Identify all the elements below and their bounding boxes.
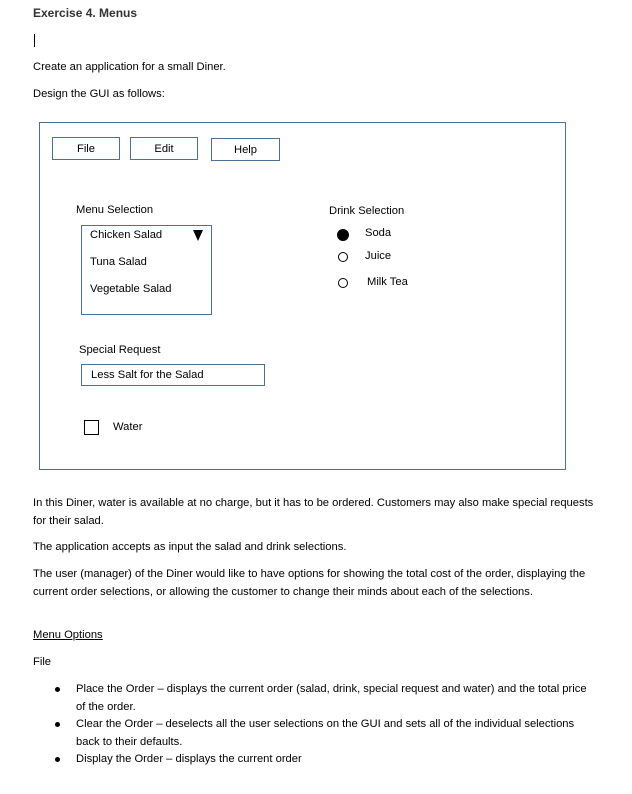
menu-help-button[interactable]: Help: [211, 138, 280, 161]
paragraph-water-note: In this Diner, water is available at no charge, but it has to be ordered. Customers may also make special requests for their salad.: [33, 497, 594, 527]
exercise-heading: Exercise 4. Menus: [33, 6, 138, 20]
drink-selection-label: Drink Selection: [329, 205, 405, 217]
bullet-icon: [55, 687, 60, 692]
menu-options-heading: Menu Options: [33, 629, 103, 641]
file-options-list: [33, 681, 593, 769]
intro-line-1: Create an application for a small Diner.: [33, 61, 226, 73]
bullet-icon: [55, 757, 60, 762]
list-item: [33, 716, 593, 751]
radio-soda[interactable]: [337, 229, 349, 241]
text-cursor: [34, 34, 35, 47]
dropdown-arrow-icon[interactable]: [193, 230, 203, 241]
list-item: [33, 681, 593, 716]
bullet-place-order: Place the Order – displays the current order (salad, drink, special request and water) and the total price of the order.: [76, 683, 587, 713]
special-request-input[interactable]: Less Salt for the Salad: [81, 364, 265, 386]
radio-milk-tea[interactable]: [338, 278, 348, 288]
radio-milk-tea-label: Milk Tea: [367, 276, 408, 288]
list-item-tuna-salad[interactable]: Tuna Salad: [90, 256, 147, 268]
water-checkbox[interactable]: [84, 420, 99, 435]
file-label: File: [33, 656, 52, 668]
water-checkbox-label: Water: [113, 421, 143, 433]
list-item-chicken-salad[interactable]: Chicken Salad: [90, 229, 163, 241]
radio-soda-label: Soda: [365, 227, 392, 239]
bullet-display-order: Display the Order – displays the current order: [76, 753, 302, 765]
intro-line-2: Design the GUI as follows:: [33, 88, 165, 100]
menu-file-button[interactable]: File: [52, 137, 120, 160]
paragraph-manager-options: The user (manager) of the Diner would like to have options for showing the total cost of the order, displaying the current order selections, or allowing the customer to change their minds about each of the selections.: [33, 568, 586, 598]
radio-juice-label: Juice: [365, 250, 392, 262]
bullet-clear-order: Clear the Order – deselects all the user selections on the GUI and sets all of the individual selections back to their defaults.: [76, 718, 575, 748]
menu-edit-button[interactable]: Edit: [130, 137, 198, 160]
radio-juice[interactable]: [338, 252, 348, 262]
special-request-label: Special Request: [79, 344, 161, 356]
list-item: [33, 751, 593, 769]
bullet-icon: [55, 722, 60, 727]
paragraph-inputs: The application accepts as input the salad and drink selections.: [33, 541, 347, 553]
menu-selection-label: Menu Selection: [76, 204, 154, 216]
list-item-vegetable-salad[interactable]: Vegetable Salad: [90, 283, 172, 295]
